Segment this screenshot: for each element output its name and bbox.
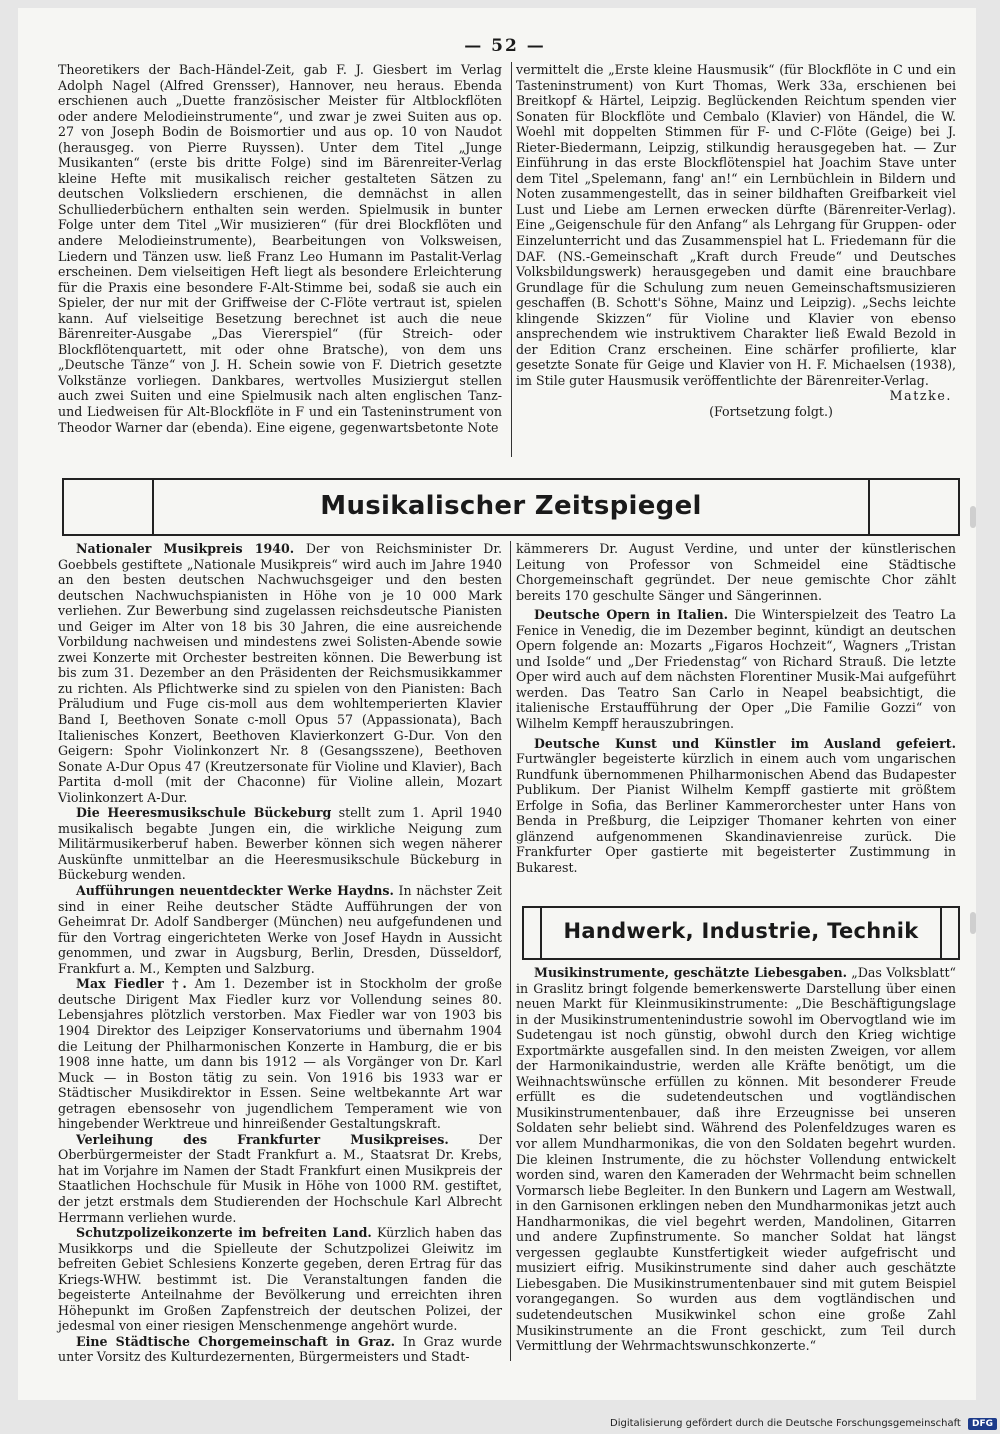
news-headline: Aufführungen neuentdeckter Werke Haydns. bbox=[76, 883, 394, 899]
news-item bbox=[516, 541, 956, 603]
handwerk-column bbox=[516, 965, 956, 1354]
page-edge-mark bbox=[970, 912, 976, 934]
section-title-handwerk: Handwerk, Industrie, Technik bbox=[563, 919, 919, 943]
news-headline: Max Fiedler †. bbox=[76, 976, 187, 992]
news-headline: Schutzpolizeikonzerte im befreiten Land. bbox=[76, 1225, 372, 1241]
news-item bbox=[58, 541, 502, 805]
news-body: kämmerers Dr. August Verdine, und unter der künstlerischen Leitung von Professor von Schmeidel eine Städtische Chorgemeinschaft gegründet. Der neue gemischte Chor zählt bereits 170 geschulte Sänger und Sängerinnen. bbox=[516, 541, 956, 603]
section-banner-zeitspiegel bbox=[62, 478, 960, 536]
news-body: Die Winterspielzeit des Teatro La Fenice in Venedig, die im Dezember beginnt, kündigt an deutschen Opern folgende an: Mozarts „Figaros Hochzeit“, Wagners „Tristan und Isolde“ und „Der Friedenstag“ von Richard Strauß. Die letzte Oper wird auch auf dem nächsten Florentiner Musik-Mai aufgeführt werden. Das Teatro San Carlo in Neapel beabsichtigt, die italienische Erstaufführung der Oper „Die Familie Gozzi“ von Wilhelm Kempff herauszubringen. bbox=[516, 607, 957, 732]
news-body: „Das Volksblatt“ in Graslitz bringt folgende bemerkenswerte Darstellung über einen neuen Markt für Kleinmusikinstrumente: „Die Beschäftigungslage in der Musikinstrumentenindustrie sowohl im Obervogtland wie im Sudetengau ist noch günstig, obwohl durch den Krieg wichtige Exportmärkte ausgefallen sind. In den meisten Zweigen, vor allem der Harmonikaindustrie, werden alle Kräfte benötigt, um die Weihnachtswünsche erfüllen zu können. Mit besonderer Freude erfüllt es die sudetendeutschen und vogtländischen Musikinstrumentenbauer, daß ihre Erzeugnisse bei unseren Soldaten sehr beliebt sind. Während des Polenfeldzuges waren es vor allem Mundharmonikas, die von den Soldaten begehrt wurden. Die kleinen Instrumente, die zu höchster Vollendung entwickelt worden sind, waren den Kameraden der Wehrmacht beim schnellen Vormarsch liebe Begleiter. In den Bunkern und Lagern am Westwall, in den Garnisonen erklingen neben den Mundharmonikas jetzt auch Handharmonikas, die viel begehrt werden, Mandolinen, Gitarren und andere Zupfinstrumente. So mancher Soldat hat längst vergessen geglaubte Kunstfertigkeit wieder aufgefrischt und musiziert eifrig. Musikinstrumente sind daher auch geschätzte Liebesgaben. Die Musikinstrumentenbauer sind mit gutem Beispiel vorangegangen. So wurden aus dem vogtländischen und sudetendeutschen Musikwinkel schon eine große Zahl Musikinstrumente an die Front geschickt, zum Teil durch Vermittlung der Wehrmachtswunschkonzerte.“ bbox=[516, 965, 956, 1354]
section-title-zeitspiegel: Musikalischer Zeitspiegel bbox=[320, 491, 702, 521]
news-headline: Eine Städtische Chorgemeinschaft in Graz. bbox=[76, 1333, 396, 1349]
news-body: Der von Reichsminister Dr. Goebbels gestiftete „Nationale Musikpreis“ wird auch im Jahre 1940 an den besten deutschen Nachwuchsgeiger und den besten deutschen Nachwuchspianisten in Höhe von je 10 000 Mark verliehen. Zur Bewerbung sind zugelassen reichsdeutsche Pianisten und Geiger im Alter von 18 bis 30 Jahren, die eine ausreichende Vorbildung nachweisen und mindestens zwei Solisten-Abende sowie zwei Konzerte mit Orchester bestreiten können. Die Bewerbung ist bis zum 31. Dezember an den Präsidenten der Reichsmusikkammer zu richten. Als Pflichtwerke sind zu spielen von den Pianisten: Bach Präludium und Fuge cis-moll aus dem wohltemperierten Klavier Band I, Beethoven Sonate c-moll Opus 57 (Appassionata), Bach Italienisches Konzert, Beethoven Klavierkonzert G-Dur. Von den Geigern: Spohr Violinkonzert Nr. 8 (Gesangsszene), Beethoven Sonate A-Dur Opus 47 (Kreutzersonate für Violine und Klavier), Bach Partita d-moll (mit der Chaconne) für Violine allein, Mozart Violinkonzert A-Dur. bbox=[58, 541, 502, 805]
top-right-column bbox=[516, 62, 956, 420]
news-item bbox=[58, 1225, 502, 1334]
news-item bbox=[58, 805, 502, 883]
page-number: — 52 — bbox=[464, 36, 546, 56]
dfg-logo: DFG bbox=[968, 1418, 997, 1430]
news-body: Am 1. Dezember ist in Stockholm der große deutsche Dirigent Max Fiedler kurz vor Vollendung seines 80. Lebensjahres plötzlich verstorben. Max Fiedler war von 1903 bis 1904 Direktor des Leipziger Konservatoriums und übernahm 1904 die Leitung der Philharmonischen Konzerte in Hamburg, die er bis 1908 inne hatte, um dann bis 1912 — als Vorgänger von Dr. Karl Muck — in Boston tätig zu sein. Von 1916 bis 1933 war er Städtischer Musikdirektor in Essen. Seine weltbekannte Art war getragen ebensosehr von jugendlichem Temperament wie von hingebender Werktreue und hinreißender Gestaltungskraft. bbox=[58, 976, 503, 1132]
news-item bbox=[516, 736, 956, 876]
news-headline: Deutsche Kunst und Künstler im Ausland gefeiert. bbox=[534, 735, 956, 751]
news-body: In Graz wurde unter Vorsitz des Kulturdezernenten, Bürgermeisters und Stadt- bbox=[58, 1333, 502, 1365]
news-headline: Deutsche Opern in Italien. bbox=[534, 607, 729, 623]
digitization-footer bbox=[610, 1418, 997, 1430]
footer-text: Digitalisierung gefördert durch die Deutsche Forschungsgemeinschaft bbox=[610, 1418, 961, 1429]
news-body: Furtwängler begeisterte kürzlich in einem auch vom ungarischen Rundfunk übernommenen Philharmonischen Abend das Budapester Publikum. Der Pianist Wilhelm Kempff gastierte mit größtem Erfolge in Sofia, das Berliner Kammerorchester unter Hans von Benda in Preßburg, die Leipziger Thomaner kehrten von einer glänzend aufgenommenen Skandinavienreise zurück. Die Frankfurter Oper gastierte mit begeisterter Zustimmung in Bukarest. bbox=[516, 751, 956, 875]
news-headline: Die Heeresmusikschule Bückeburg bbox=[76, 805, 332, 821]
news-item bbox=[58, 1334, 502, 1365]
news-item bbox=[58, 1132, 502, 1225]
section-banner-handwerk bbox=[522, 906, 960, 960]
news-item bbox=[516, 965, 956, 1354]
top-left-column bbox=[58, 62, 502, 435]
news-body: Der Oberbürgermeister der Stadt Frankfurt a. M., Staatsrat Dr. Krebs, hat im Vorjahre im Namen der Stadt Frankfurt einen Musikpreis der Staatlichen Hochschule für Musik in Höhe von 1000 RM. gestiftet, der jetzt erstmals dem Studierenden der Hochschule Karl Albrecht Herrmann verliehen wurde. bbox=[58, 1131, 502, 1225]
news-body: In nächster Zeit sind in einer Reihe deutscher Städte Aufführungen der von Geheimrat Dr. Adolf Sandberger (München) neu aufgefundenen und für den Vortrag eingerichteten Werke von Josef Haydn in Aussicht genommen, und zwar in Augsburg, Berlin, Dresden, Düsseldorf, Frankfurt a. M., Kempten und Salzburg. bbox=[58, 883, 502, 976]
news-body: stellt zum 1. April 1940 musikalisch begabte Jungen ein, die wirkliche Neigung zum Militärmusikerberuf haben. Bewerber können sich wegen näherer Auskünfte unmittelbar an die Heeresmusikschule Bückeburg in Bückeburg wenden. bbox=[58, 805, 503, 883]
page-edge-mark bbox=[970, 506, 976, 528]
column-divider-bottom bbox=[510, 541, 511, 1361]
top-right-text: vermittelt die „Erste kleine Hausmusik“ (für Blockflöte in C und ein Tasteninstrument) von Kurt Thomas, Werk 33a, erschienen bei Breitkopf & Härtel, Leipzig. Beglückenden Reichtum spenden vier Sonaten für Blockflöte und Cembalo (Klavier) von Händel, die W. Woehl mit doppelten Stimmen für F- und C-Flöte (Geige) bei J. Rieter-Biedermann, Leipzig, stilkundig herausgegeben hat. — Zur Einführung in das erste Blockflötenspiel hat Joachim Stave unter dem Titel „Spelemann, fang' an!“ ein Lernbüchlein in Bildern und Noten zusammengestellt, das in seiner bildhaften Greifbarkeit viel Lust und Liebe am Lernen erwecken dürfte (Bärenreiter-Verlag). Eine „Geigenschule für den Anfang“ als Lehrgang für Gruppen- oder Einzelunterricht und das Zusammenspiel hat L. Friedemann für die DAF. (NS.-Gemeinschaft „Kraft durch Freude“ und Deutsches Volksbildungswerk) herausgegeben und damit eine brauchbare Grundlage für die Schulung zum neuen Gemeinschaftsmusizieren geschaffen (B. Schott's Söhne, Mainz und Leipzig). „Sechs leichte klingende Skizzen“ für Violine und Klavier von ebenso ansprechendem wie instruktivem Charakter ließ Ewald Bezold in der Edition Cranz erscheinen. Eine schärfer profilierte, klar gesetzte Sonate für Geige und Klavier von H. F. Michaelsen (1938), im Stile guter Hausmusik veröffentlichte der Bärenreiter-Verlag. bbox=[516, 62, 956, 388]
news-headline: Musikinstrumente, geschätzte Liebesgaben. bbox=[534, 965, 847, 980]
news-item bbox=[516, 607, 956, 731]
news-left-column bbox=[58, 541, 502, 1365]
news-right-column bbox=[516, 541, 956, 875]
news-item bbox=[58, 976, 502, 1131]
news-headline: Verleihung des Frankfurter Musikpreises. bbox=[76, 1131, 449, 1147]
column-divider-top bbox=[511, 62, 512, 457]
news-headline: Nationaler Musikpreis 1940. bbox=[76, 541, 295, 556]
author-signature: Matzke. bbox=[889, 388, 952, 404]
news-item bbox=[58, 883, 502, 976]
top-left-text: Theoretikers der Bach-Händel-Zeit, gab F. J. Giesbert im Verlag Adolph Nagel (Alfred Grensser), Hannover, neu heraus. Ebenda erschienen auch „Duette französischer Meister für Altblockflöten oder andere Melodieinstrumente“, und zwar je zwei Suiten aus op. 27 von Joseph Bodin de Boismortier und aus op. 10 von Naudot (herausgeg. von Pierre Ruyssen). Unter dem Titel „Junge Musikanten“ (erste bis dritte Folge) sind im Bärenreiter-Verlag kleine Hefte mit musikalisch reicher gestalteten Sätzen zu deutschen Volksliedern erschienen, die demnächst in allen Schulliederbüchern enthalten sein werden. Spielmusik in bunter Folge unter dem Titel „Wir musizieren“ (für drei Blockflöten und andere Melodieinstrumente), Bearbeitungen von Volksweisen, Liedern und Tänzen usw. ließ Franz Leo Humann im Pastalit-Verlag erscheinen. Dem vielseitigen Heft liegt als besondere Erleichterung für die Praxis eine besondere F-Alt-Stimme bei, sodaß sie auch ein Spieler, der nur mit der Griffweise der C-Flöte vertraut ist, spielen kann. Auf vielseitige Besetzung berechnet ist auch die neue Bärenreiter-Ausgabe „Das Viererspiel“ (für Streich- oder Blockflötenquartett, mit oder ohne Bratsche), von dem uns „Deutsche Tänze“ von J. H. Schein sowie von F. Dietrich gesetzte Volkstänze vorliegen. Dankbares, wertvolles Musiziergut stellen auch zwei Suiten und eine Spielmusik nach alten englischen Tanz- und Liedweisen für Alt-Blockflöte in F und ein Tasteninstrument von Theodor Warner dar (ebenda). Eine eigene, gegenwartsbetonte Note bbox=[58, 62, 502, 435]
news-body: Kürzlich haben das Musikkorps und die Spielleute der Schutzpolizei Gleiwitz im befreiten Gebiet Schlesiens Konzerte gegeben, deren Ertrag für das Kriegs-WHW. bestimmt ist. Die Veranstaltungen fanden die begeisterte Anteilnahme der Bevölkerung und erreichten ihren Höhepunkt im Großen Zapfenstreich der deutschen Polizei, der jedesmal von einer riesigen Menschenmenge angehört wurde. bbox=[58, 1225, 502, 1334]
continued-note: (Fortsetzung folgt.) bbox=[709, 404, 833, 420]
